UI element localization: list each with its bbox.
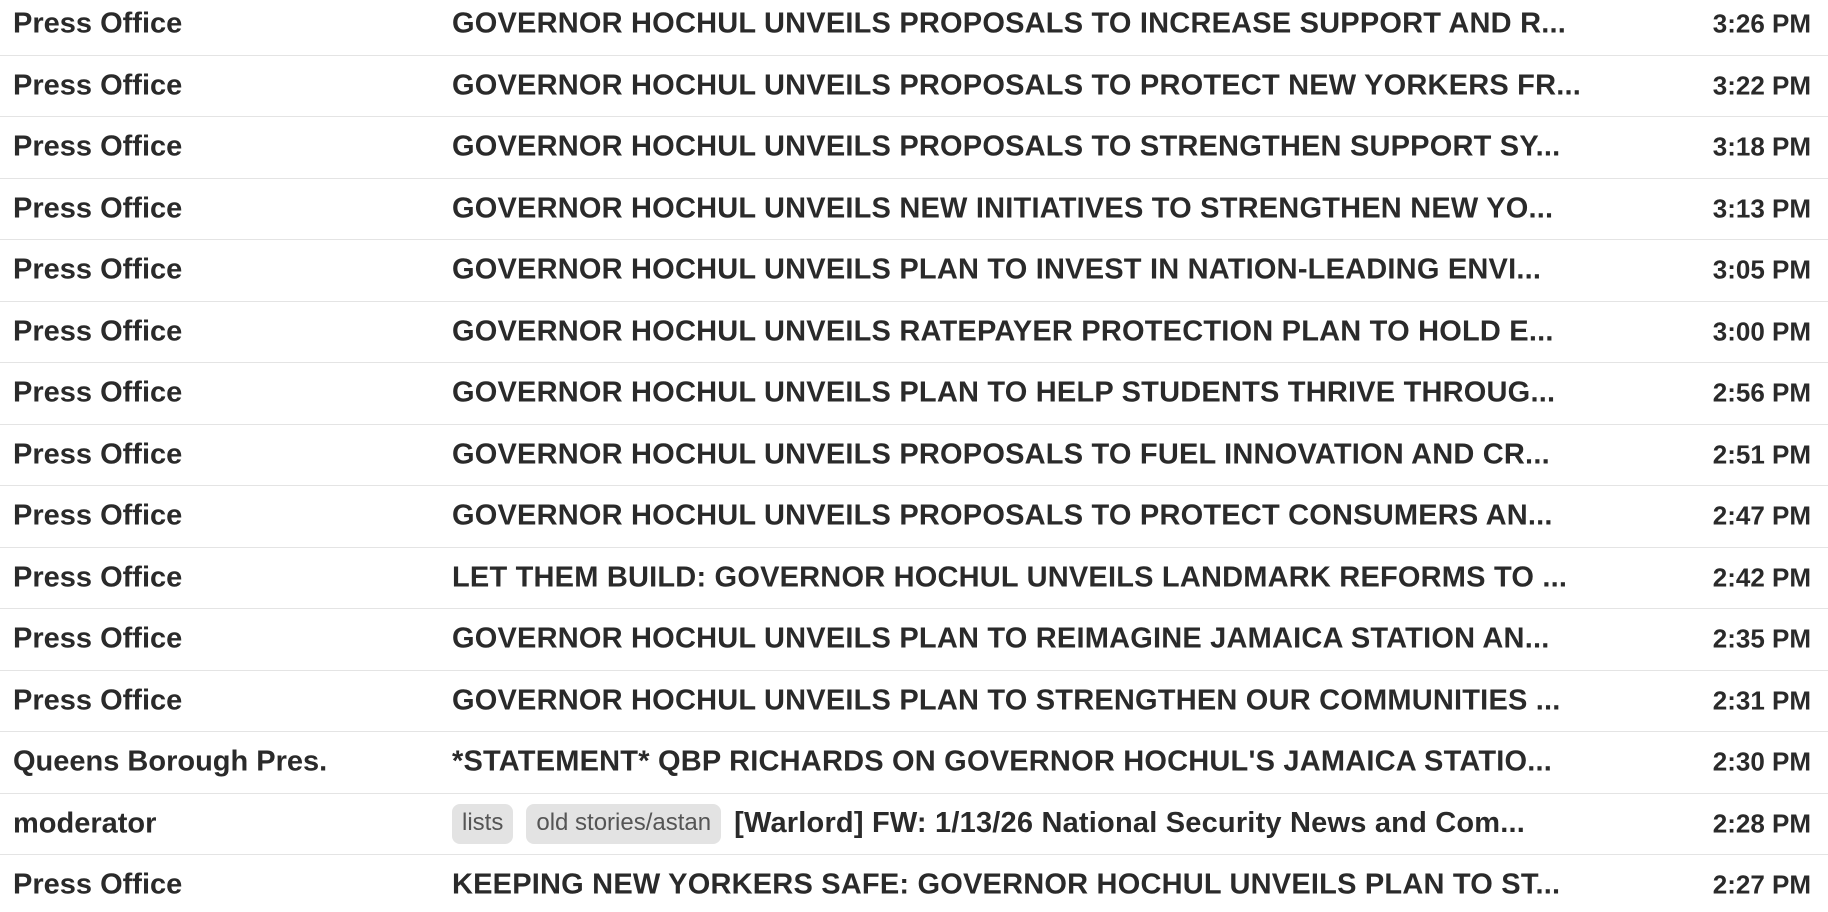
message-subject-line (452, 561, 1604, 594)
message-subject: GOVERNOR HOCHUL UNVEILS PROPOSALS TO PROTECT CONSUMERS AN... (452, 499, 1553, 532)
message-subject-line (452, 192, 1604, 225)
message-sender: Press Office (13, 438, 183, 471)
message-subject-line (452, 69, 1604, 102)
message-subject-line (452, 869, 1604, 902)
message-subject: GOVERNOR HOCHUL UNVEILS PROPOSALS TO PROTECT NEW YORKERS FR... (452, 69, 1582, 102)
message-sender: Press Office (13, 684, 183, 717)
message-row[interactable] (0, 671, 1828, 733)
message-row[interactable] (0, 0, 1828, 56)
message-row[interactable] (0, 363, 1828, 425)
message-subject-line (452, 438, 1604, 471)
message-subject-line (452, 254, 1604, 287)
message-subject: GOVERNOR HOCHUL UNVEILS PLAN TO REIMAGINE JAMAICA STATION AN... (452, 622, 1550, 655)
message-subject-line (452, 131, 1604, 164)
message-sender: moderator (13, 807, 157, 840)
message-row[interactable] (0, 302, 1828, 364)
message-subject: GOVERNOR HOCHUL UNVEILS RATEPAYER PROTECTION PLAN TO HOLD E... (452, 315, 1554, 348)
message-row[interactable] (0, 548, 1828, 610)
message-subject-line (452, 315, 1604, 348)
message-time: 2:47 PM (1712, 500, 1811, 531)
message-subject-line (452, 684, 1604, 717)
message-time: 2:56 PM (1712, 377, 1811, 408)
message-sender: Press Office (13, 315, 183, 348)
message-row[interactable] (0, 425, 1828, 487)
message-subject: GOVERNOR HOCHUL UNVEILS PLAN TO INVEST IN NATION-LEADING ENVI... (452, 253, 1542, 286)
message-sender: Press Office (13, 192, 183, 225)
message-row[interactable] (0, 56, 1828, 118)
message-row[interactable] (0, 855, 1828, 912)
message-time: 3:13 PM (1712, 193, 1811, 224)
message-time: 2:35 PM (1712, 623, 1811, 654)
message-sender: Press Office (13, 7, 183, 40)
message-time: 2:30 PM (1712, 746, 1811, 777)
message-subject: GOVERNOR HOCHUL UNVEILS NEW INITIATIVES TO STRENGTHEN NEW YO... (452, 192, 1554, 225)
message-row[interactable] (0, 240, 1828, 302)
message-time: 3:18 PM (1712, 131, 1811, 162)
message-subject: GOVERNOR HOCHUL UNVEILS PROPOSALS TO FUEL INNOVATION AND CR... (452, 438, 1550, 471)
message-subject-line (452, 804, 1604, 844)
message-time: 2:51 PM (1712, 439, 1811, 470)
message-time: 3:00 PM (1712, 316, 1811, 347)
message-sender: Press Office (13, 499, 183, 532)
message-subject-line (452, 8, 1604, 41)
message-time: 2:28 PM (1712, 808, 1811, 839)
message-time: 3:26 PM (1712, 8, 1811, 39)
message-subject: [Warlord] FW: 1/13/26 National Security News and Com... (734, 807, 1526, 840)
message-subject: GOVERNOR HOCHUL UNVEILS PLAN TO HELP STUDENTS THRIVE THROUG... (452, 376, 1556, 409)
message-row[interactable] (0, 609, 1828, 671)
message-subject: GOVERNOR HOCHUL UNVEILS PLAN TO STRENGTHEN OUR COMMUNITIES ... (452, 684, 1561, 717)
message-subject-line (452, 500, 1604, 533)
message-sender: Press Office (13, 868, 183, 901)
message-row[interactable] (0, 179, 1828, 241)
message-subject: *STATEMENT* QBP RICHARDS ON GOVERNOR HOCHUL'S JAMAICA STATIO... (452, 745, 1553, 778)
message-time: 2:42 PM (1712, 562, 1811, 593)
message-sender: Press Office (13, 561, 183, 594)
message-sender: Press Office (13, 253, 183, 286)
message-subject: GOVERNOR HOCHUL UNVEILS PROPOSALS TO STRENGTHEN SUPPORT SY... (452, 130, 1561, 163)
message-sender: Press Office (13, 622, 183, 655)
message-time: 3:05 PM (1712, 254, 1811, 285)
message-sender: Press Office (13, 130, 183, 163)
message-subject-line (452, 746, 1604, 779)
message-sender: Press Office (13, 69, 183, 102)
message-subject: KEEPING NEW YORKERS SAFE: GOVERNOR HOCHUL UNVEILS PLAN TO ST... (452, 868, 1561, 901)
message-sender: Press Office (13, 376, 183, 409)
message-row[interactable] (0, 117, 1828, 179)
message-row[interactable] (0, 794, 1828, 856)
message-subject-line (452, 623, 1604, 656)
message-row[interactable] (0, 486, 1828, 548)
message-time: 2:27 PM (1712, 869, 1811, 900)
message-time: 2:31 PM (1712, 685, 1811, 716)
message-subject: LET THEM BUILD: GOVERNOR HOCHUL UNVEILS LANDMARK REFORMS TO ... (452, 561, 1568, 594)
message-sender: Queens Borough Pres. (13, 745, 328, 778)
message-row[interactable] (0, 732, 1828, 794)
message-subject: GOVERNOR HOCHUL UNVEILS PROPOSALS TO INCREASE SUPPORT AND R... (452, 7, 1566, 40)
label-tag[interactable]: old stories/astan (526, 804, 721, 844)
label-tag[interactable]: lists (452, 804, 513, 844)
message-time: 3:22 PM (1712, 70, 1811, 101)
message-subject-line (452, 377, 1604, 410)
